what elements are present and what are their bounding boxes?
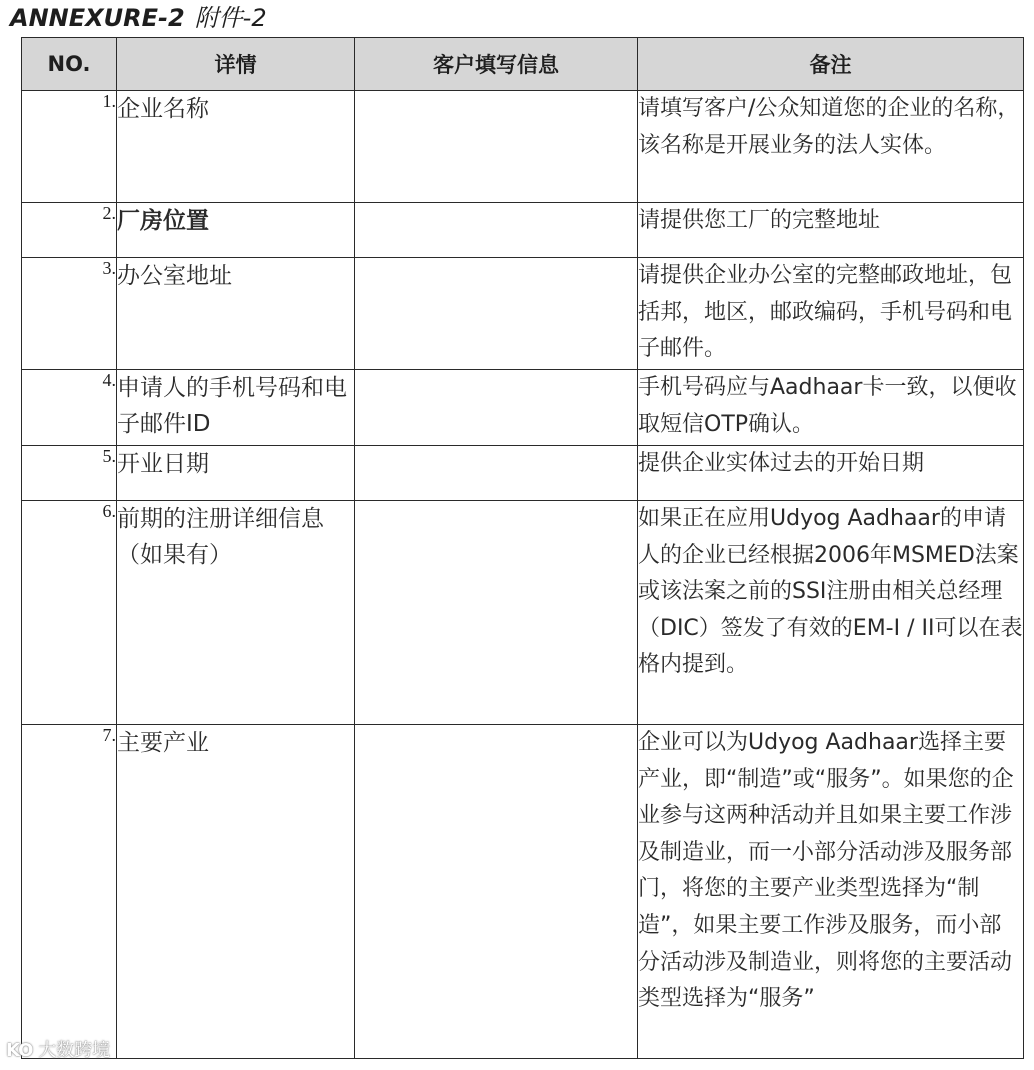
watermark <box>6 1036 110 1066</box>
row-number: 7. <box>22 725 117 1059</box>
row-number: 3. <box>22 258 117 370</box>
row-note: 企业可以为Udyog Aadhaar选择主要产业，即“制造”或“服务”。如果您的企业参与这两种活动并且如果主要工作涉及制造业，而一小部分活动涉及服务部门，将您的主要产业类型选择为“制造”，如果主要工作涉及服务，而小部分活动涉及制造业，则将您的主要活动类型选择为“服务” <box>638 725 1024 1059</box>
header-detail: 详情 <box>117 38 355 91</box>
customer-info-field[interactable] <box>355 203 638 258</box>
row-number: 6. <box>22 501 117 725</box>
customer-info-field[interactable] <box>355 370 638 446</box>
watermark-logo: KO <box>6 1040 33 1061</box>
customer-info-field[interactable] <box>355 91 638 203</box>
header-no: NO. <box>22 38 117 91</box>
table-row <box>22 91 1024 203</box>
table-header-row <box>22 38 1024 91</box>
row-number: 2. <box>22 203 117 258</box>
header-notes: 备注 <box>638 38 1024 91</box>
row-detail: 企业名称 <box>117 91 355 203</box>
row-note: 请提供您工厂的完整地址 <box>638 203 1024 258</box>
table-row <box>22 370 1024 446</box>
annexure-title-en: ANNEXURE-2 <box>10 4 185 32</box>
row-detail: 开业日期 <box>117 446 355 501</box>
header-customer-info: 客户填写信息 <box>355 38 638 91</box>
customer-info-field[interactable] <box>355 725 638 1059</box>
row-detail: 申请人的手机号码和电子邮件ID <box>117 370 355 446</box>
table-row <box>22 258 1024 370</box>
row-detail: 办公室地址 <box>117 258 355 370</box>
table-row <box>22 501 1024 725</box>
customer-info-field[interactable] <box>355 258 638 370</box>
document-title <box>10 2 267 34</box>
customer-info-field[interactable] <box>355 446 638 501</box>
row-note: 提供企业实体过去的开始日期 <box>638 446 1024 501</box>
annexure-table <box>21 37 1024 1059</box>
row-note: 如果正在应用Udyog Aadhaar的申请人的企业已经根据2006年MSMED法案或该法案之前的SSI注册由相关总经理（DIC）签发了有效的EM-I / II可以在表格内提到。 <box>638 501 1024 725</box>
table-row <box>22 446 1024 501</box>
row-detail: 主要产业 <box>117 725 355 1059</box>
watermark-text: 大数跨境 <box>38 1040 111 1061</box>
row-detail: 厂房位置 <box>117 203 355 258</box>
row-number: 5. <box>22 446 117 501</box>
table-row <box>22 725 1024 1059</box>
row-detail: 前期的注册详细信息（如果有） <box>117 501 355 725</box>
row-note: 请填写客户/公众知道您的企业的名称，该名称是开展业务的法人实体。 <box>638 91 1024 203</box>
row-number: 4. <box>22 370 117 446</box>
customer-info-field[interactable] <box>355 501 638 725</box>
row-note: 手机号码应与Aadhaar卡一致，以便收取短信OTP确认。 <box>638 370 1024 446</box>
table-row <box>22 203 1024 258</box>
row-note: 请提供企业办公室的完整邮政地址，包括邦，地区，邮政编码，手机号码和电子邮件。 <box>638 258 1024 370</box>
annexure-title-cn: 附件-2 <box>194 4 267 32</box>
row-number: 1. <box>22 91 117 203</box>
